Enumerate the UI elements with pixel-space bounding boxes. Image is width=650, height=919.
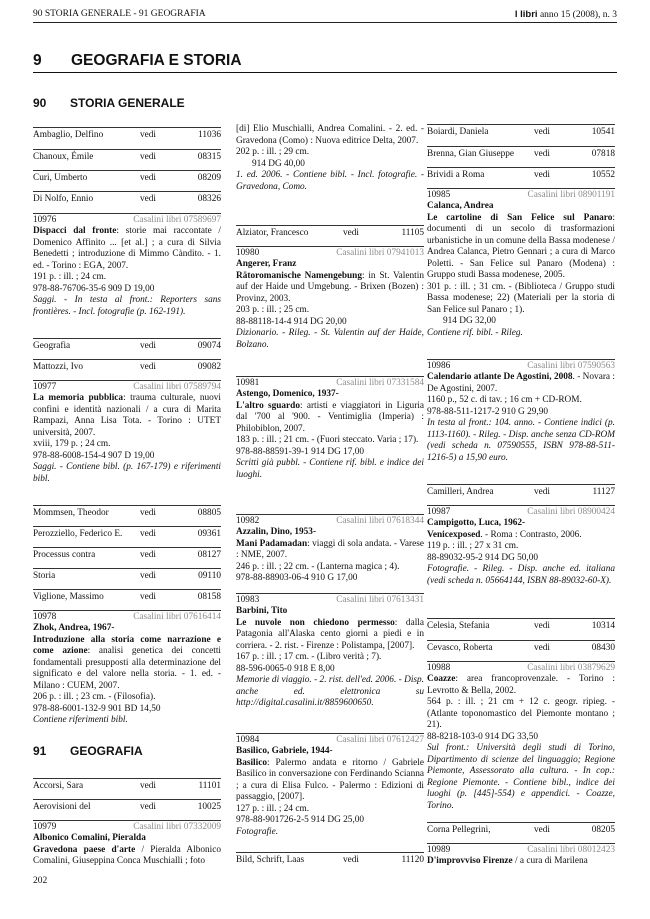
page-number: 202	[33, 876, 48, 886]
record-author: Zhok, Andrea, 1967-	[33, 623, 115, 633]
record-10978: 10978 Casalini libri 07616414 Zhok, Andrea, 1967- Introduzione alla storia come narrazione e come azione: analisi genetica dei concetti fondamentali presupposti alla determinazione del significato e del valore nella storia. - 1. ed. - Milano : CUEM, 2007. 206 p. : ill. ; 23 cm. - (Filosofia). 978-88-6001-132-9 901 BD 14,50 Contiene riferimenti bibl.	[33, 612, 221, 725]
cross-reference: Perozziello, Federico E. vedi 09361	[33, 526, 221, 539]
cross-reference: Cevasco, Roberta vedi 08430	[427, 640, 615, 653]
journal-issue: anno 15 (2008), n. 3	[539, 10, 617, 20]
record-10987: 10987 Casalini libri 08900424 Campigotto, Luca, 1962- Venicexposed. - Roma : Contrasto, 2006. 119 p. : ill. ; 27 x 31 cm. 88-89032-95-2 914 DG 50,00 Fotografie. - Rileg. - Disp. anche ed. italiana (vedi scheda n. 05664144, ISBN 88-89032-60-X).	[427, 507, 615, 586]
subsection-90-heading	[33, 96, 213, 112]
journal-name: l libri	[514, 9, 538, 20]
cross-reference: Curi, Umberto vedi 08209	[33, 170, 221, 183]
cross-reference: Storia vedi 09110	[33, 568, 221, 581]
cross-reference: Aerovisioni del vedi 10025	[33, 799, 221, 812]
record-note: Saggi. - In testa al front.: Reporters sans frontières. - Incl. fotografie (p. 162-191).	[33, 295, 221, 317]
record-isbn-price: 978-88-76706-35-6 909 D 19,00	[33, 283, 155, 294]
record-title: Dispacci dal fronte	[33, 226, 117, 236]
record-body: : storie mai raccontate / Domenico Affinito ... [et al.] ; a cura di Silvia Benedetti ; introduzione di Mimmo Càndito. - 1. ed. - Torino : EGA, 2007.	[33, 226, 222, 271]
record-10980: 10980 Casalini libri 07941013 Angerer, Franz Rätoromanische Namengebung: in St. Valentin auf der Haide und Umgebung. - Brixen (Bozen) : Provinz, 2003. 203 p. : ill. ; 25 cm. 88-88118-14-4 914 DG 20,00 Dizionario. - Rileg. - St. Valentin auf der Haide, Bolzano.	[236, 248, 424, 350]
subsection-title: STORIA GENERALE	[70, 96, 185, 110]
cross-reference: Corna Pellegrini, vedi 08205	[427, 822, 615, 835]
casalini-code: Casalini libri 07589697	[133, 215, 221, 225]
section-heading	[33, 52, 617, 73]
record-10982: 10982 Casalini libri 07618344 Azzalin, Dino, 1953- Mani Padamadan: viaggi di sola andata. - Varese : NME, 2007. 246 p. : ill. ; 22 cm. - (Lanterna magica ; 4). 978-88-88903-06-4 910 G 17,00	[236, 516, 425, 583]
subsection-91-heading: 91 GEOGRAFIA	[33, 744, 143, 758]
record-10985: 10985 Casalini libri 08901191 Calanca, Andrea Le cartoline di San Felice sul Panaro: documenti di un secolo di trasformazioni urbanistiche in un comune della Bassa modenese / Andrea Calanca, Pietro Gennari ; a cura di Marco Poletti. - San Felice sul Panaro (Modena) : Gruppo studi Bassa modenese, 2005. 301 p. : ill. ; 31 cm. - (Biblioteca / Gruppo studi Bassa modenese; 22) (Materiali per la storia di San Felice sul Panaro ; 1). 914 DG 32,00 Contiene rif. bibl. - Rileg.	[427, 190, 615, 338]
cross-reference: Chanoux, Émile vedi 08315	[33, 149, 221, 162]
record-10989: 10989 Casalini libri 08012423 D'improvviso Firenze / a cura di Marilena	[427, 845, 615, 866]
record-10988: 10988 Casalini libri 03879629 Coazze: area francoprovenzale. - Torino : Levrotto & Bella, 2002. 564 p. : ill. ; 21 cm + 12 c. geogr. ripieg. - (Atlante toponomastico del Piemonte montano ; 21). 88-8218-103-0 914 DG 33,50 Sul front.: Università degli studi di Torino, Dipartimento di scienze del linguaggio; Regione Piemonte, Assessorato alla cultura. - In cop.: Regione Piemonte. - Contiene bibl., indice dei luoghi (p. [445]-554) e appendici. - Coazze, Torino.	[427, 663, 615, 811]
cross-reference: Viglione, Massimo vedi 08158	[33, 589, 221, 602]
running-header-right	[515, 9, 617, 20]
cross-reference: Celesia, Stefania vedi 10314	[427, 618, 615, 631]
running-header-left: 90 STORIA GENERALE - 91 GEOGRAFIA	[33, 9, 206, 19]
section-number: 9	[33, 52, 42, 69]
cross-reference: Boiardi, Daniela vedi 10541	[427, 124, 615, 137]
record-title: La memoria pubblica	[33, 393, 124, 403]
record-title: Introduzione alla storia come narrazione e come azione	[33, 634, 221, 656]
cross-reference: Mattozzi, Ivo vedi 09082	[33, 359, 221, 372]
running-header	[33, 8, 617, 23]
cross-reference: Mommsen, Theodor vedi 08805	[33, 505, 221, 518]
record-physical: 191 p. : ill. ; 24 cm.	[33, 272, 107, 282]
record-10983: 10983 Casalini libri 07613431 Barbini, Tito Le nuvole non chiedono permesso: dalla Patagonia all'Alaska cento giorni a piedi e in corriera. - 2. rist. - Firenze : Polistampa, [2007]. 167 p. : ill. ; 17 cm. - (Libro verità ; 7). 88-596-0065-0 918 E 8,00 Memorie di viaggio. - 2. rist. dell'ed. 2006. - Disp. anche ed. elettronica su http://digital.casalini.it/8859600650.	[236, 595, 424, 708]
record-10976	[33, 213, 221, 318]
record-10986: 10986 Casalini libri 07590563 Calendario atlante De Agostini, 2008. - Novara : De Agostini, 2007. 1160 p., 52 c. di tav. ; 16 cm + CD-ROM. 978-88-511-1217-2 910 G 29,90 In testa al front.: 104. anno. - Contiene indici (p. 1113-1160). - Rileg. - Disp. anche senza CD-ROM (vedi scheda n. 07590555, ISBN 978-88-511-1216-5) a 15,90 euro.	[427, 361, 615, 463]
cross-reference: Geografia vedi 09074	[33, 338, 221, 351]
cross-reference: Bild, Schrift, Laas vedi 11120	[236, 852, 424, 865]
cross-reference: Accorsi, Sara vedi 11101	[33, 778, 221, 791]
cross-reference: Brenna, Gian Giuseppe vedi 07818	[427, 146, 615, 159]
record-10984: 10984 Casalini libri 07612427 Basilico, Gabriele, 1944- Basilico: Palermo andata e ritorno / Gabriele Basilico in conversazione con Ferdinando Scianna ; a cura di Elisa Fulco. - Palermo : Edizioni di passaggio, [2007]. 127 p. : ill. ; 24 cm. 978-88-901726-2-5 914 DG 25,00 Fotografie.	[236, 735, 424, 837]
record-id: 10976	[33, 215, 57, 225]
cross-reference: Ambaglio, Delfino vedi 11036	[33, 127, 221, 140]
subsection-number: 90	[33, 96, 47, 110]
section-title: GEOGRAFIA E STORIA	[71, 52, 242, 69]
cross-reference: Alziator, Francesco vedi 11105	[236, 225, 424, 238]
cross-reference: Camilleri, Andrea vedi 11127	[427, 484, 615, 497]
record-10979-continued: [di] Elio Muschialli, Andrea Comalini. - 2. ed. - Gravedona (Como) : Nuova editrice Delta, 2007. 202 p. : ill. ; 29 cm. 914 DG 40,00 1. ed. 2006. - Contiene bibl. - Incl. fotografie. - Gravedona, Como.	[236, 124, 424, 192]
cross-reference: Processus contra vedi 08127	[33, 547, 221, 560]
cross-reference: Di Nolfo, Ennio vedi 08326	[33, 191, 221, 204]
cross-reference: Brividi a Roma vedi 10552	[427, 167, 615, 180]
record-author: Albonico Comalini, Pieralda	[33, 833, 146, 843]
record-10977: 10977 Casalini libri 07589794 La memoria pubblica: trauma culturale, nuovi confini e identità nazionali / a cura di Marita Rampazi, Anna Lisa Tota. - Torino : UTET università, 2007. xviii, 179 p. ; 24 cm. 978-88-6008-154-4 907 D 19,00 Saggi. - Contiene bibl. (p. 167-179) e riferimenti bibl.	[33, 382, 221, 484]
record-title: Gravedona paese d'arte	[33, 844, 136, 855]
record-10981: 10981 Casalini libri 07331584 Astengo, Domenico, 1937- L'altro sguardo: artisti e viaggiatori in Liguria dal '700 al '900. - Ventimiglia (Imperia) : Philobiblon, 2007. 183 p. : ill. ; 21 cm. - (Fuori steccato. Varia ; 17). 978-88-88591-39-1 914 DG 17,00 Scritti già pubbl. - Contiene rif. bibl. e indice dei luoghi.	[236, 378, 424, 480]
record-10979: 10979 Casalini libri 07332009 Albonico Comalini, Pieralda Gravedona paese d'arte / Pieralda Albonico Comalini, Giuseppina Conca Muschialli ; foto	[33, 822, 221, 866]
